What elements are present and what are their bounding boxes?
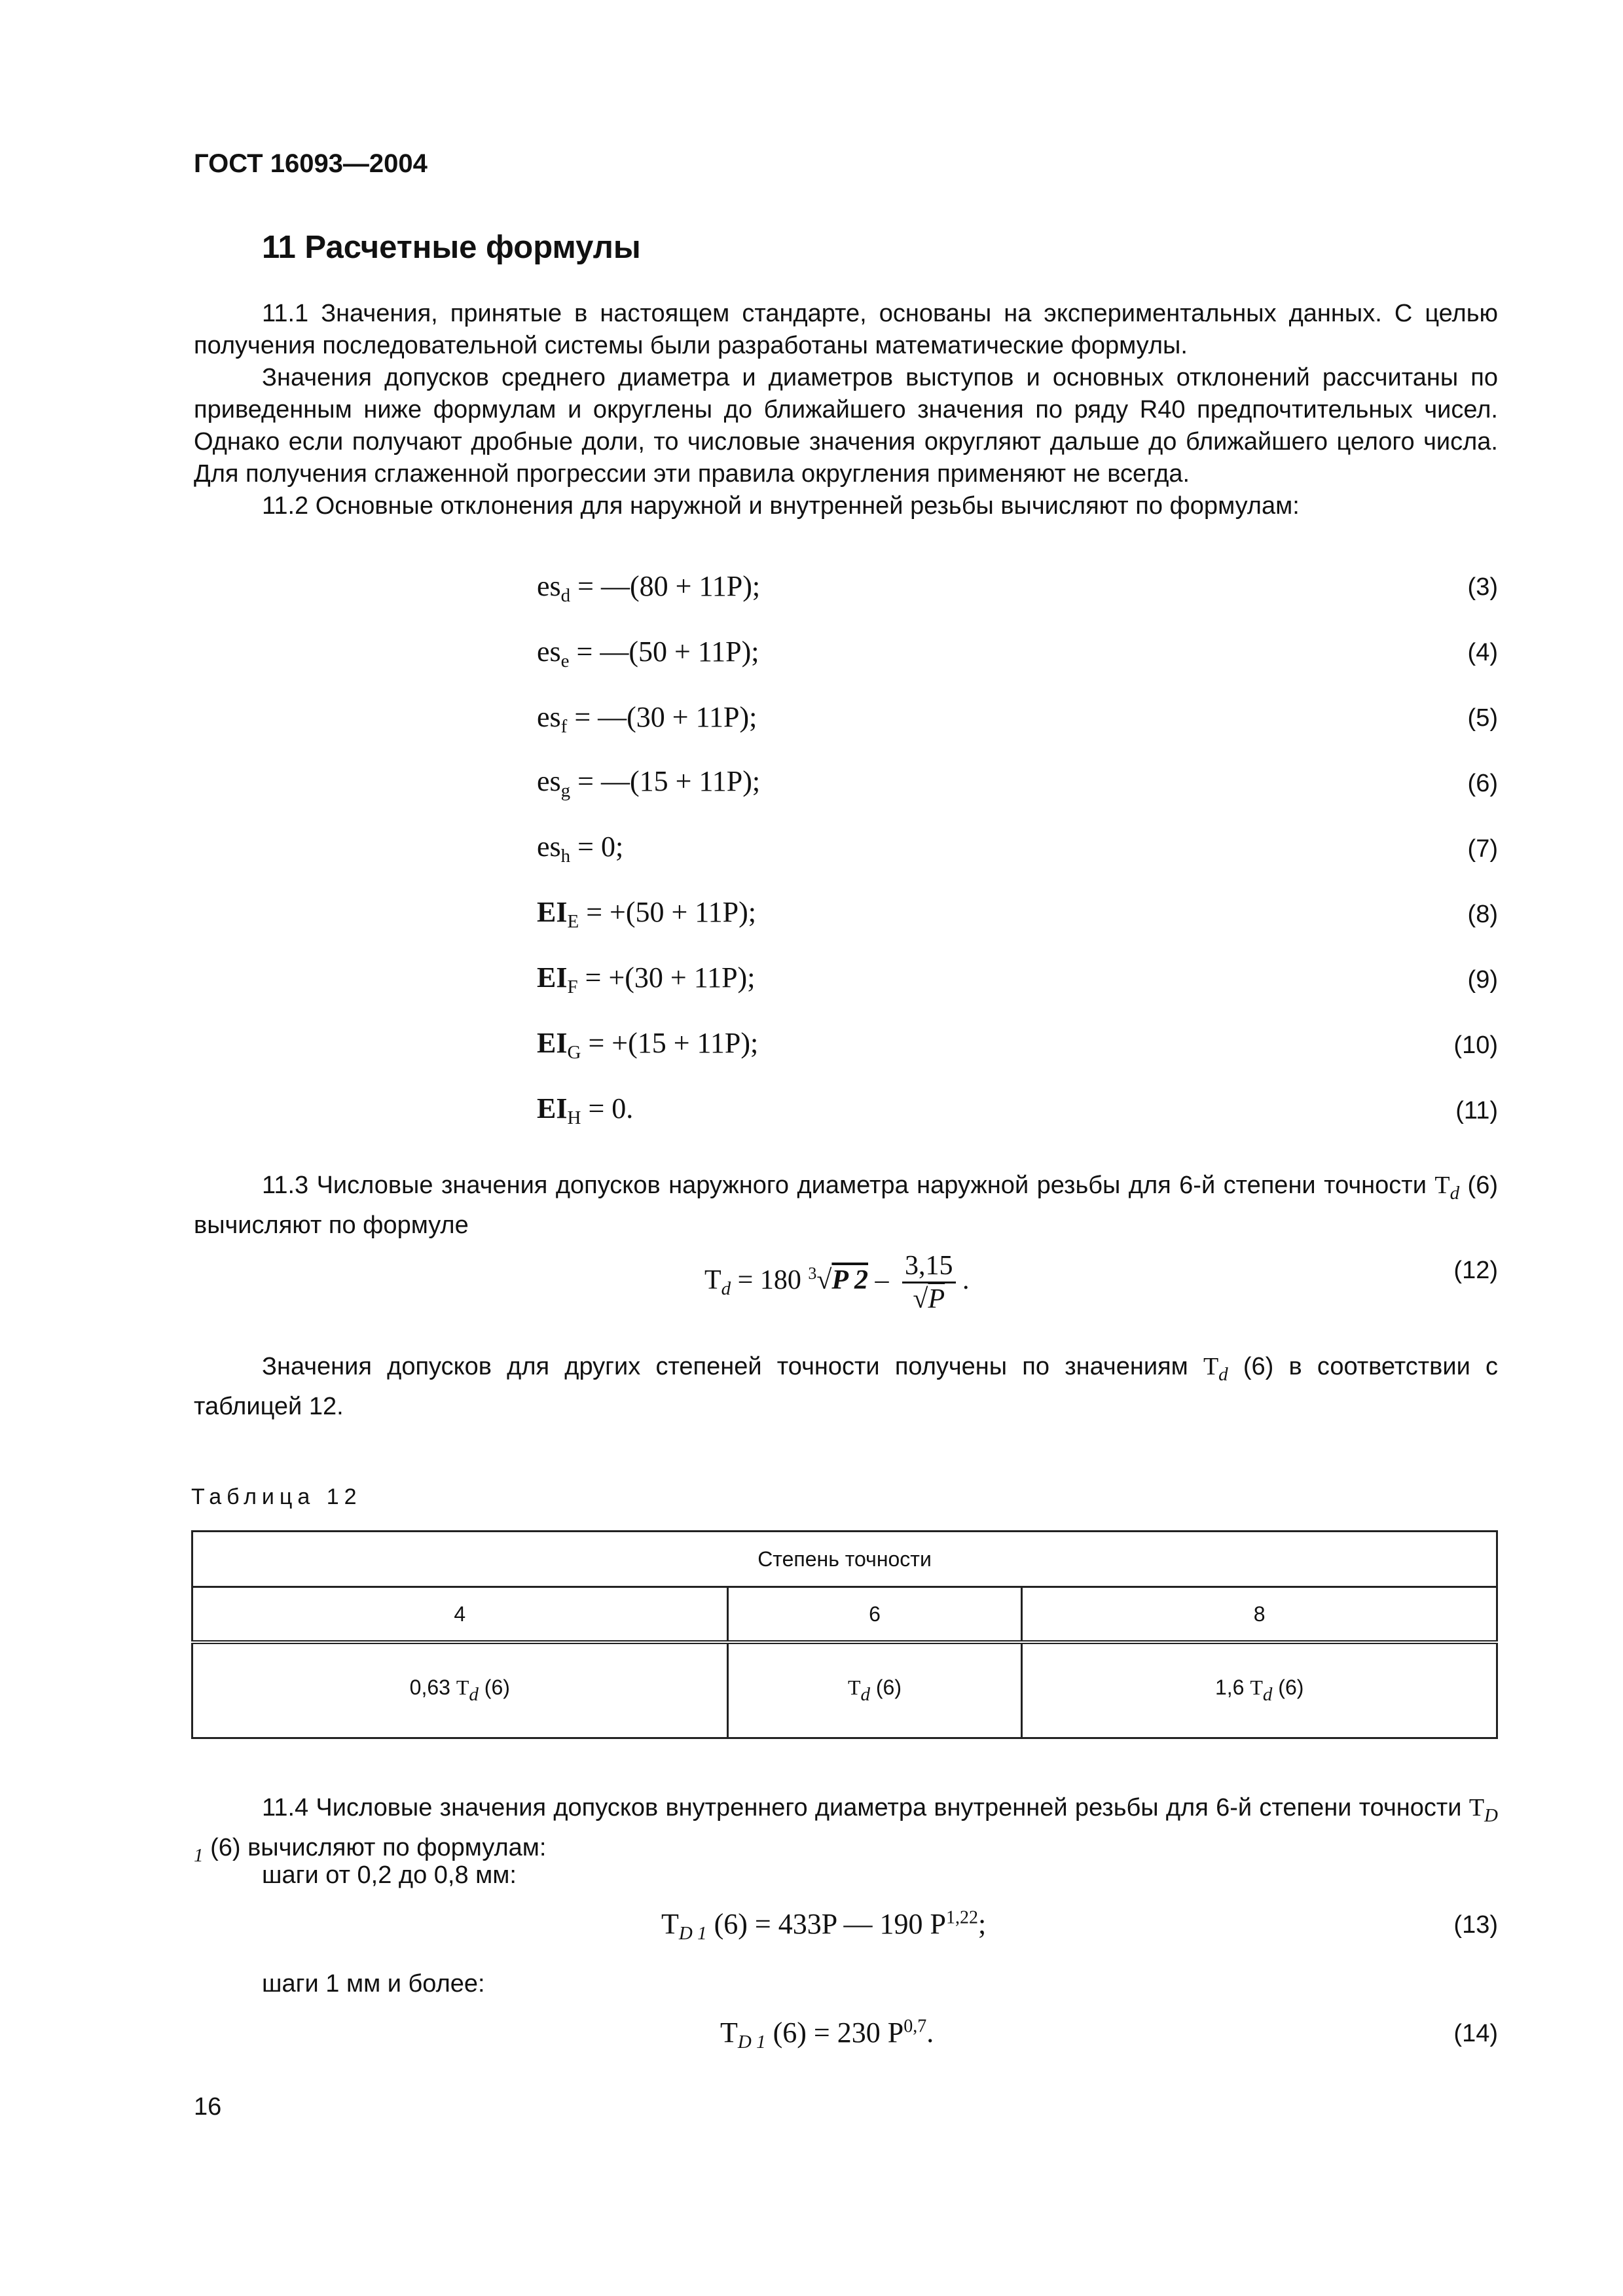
paragraph-11-1-b: Значения допусков среднего диаметра и диаметров выступов и основных отклонений рассчитаны по приведенным ниже формулам и округлены до ближайшего значения по ряду R40 предпочтительных чисел. Однако если получают дробные доли, то числовые значения округляют дальше до ближайшего целого числа. Для получения сглаженной прогрессии эти правила округления применяют не всегда.	[194, 364, 1498, 488]
page-number: 16	[194, 2093, 222, 2121]
table-column-6: 6	[727, 1587, 1022, 1643]
paragraph-11-1: 11.1 Значения, принятые в настоящем стандарте, основаны на экспериментальных данных. С целью получения последовательной системы были разработаны математические формулы.	[194, 300, 1498, 359]
table-cell-8: 1,6 Td (6)	[1022, 1642, 1497, 1738]
formula-3-number: (3)	[1467, 573, 1498, 601]
formula-11-number: (11)	[1455, 1097, 1498, 1124]
formula-6: $es_g$ = —(15 + 11P);	[537, 765, 761, 801]
formula-4-number: (4)	[1467, 639, 1498, 666]
table-column-4: 4	[192, 1587, 728, 1643]
formula-9-number: (9)	[1467, 966, 1498, 994]
formula-8: $EI_E = +(50 + 11P)$;	[537, 896, 757, 932]
document-header: ГОСТ 16093—2004	[194, 149, 428, 178]
formula-12-number: (12)	[1453, 1257, 1498, 1284]
formula-10: $EI_G = +(15 + 11P)$;	[537, 1027, 759, 1063]
formula-10-number: (10)	[1453, 1031, 1498, 1059]
formula-3: $es_d$ = —(80 + 11P);	[537, 570, 761, 606]
formula-5: $es_f$ = —(30 + 11P);	[537, 701, 757, 737]
formula-9: $EI_F = +(30 + 11P)$;	[537, 961, 756, 997]
formula-4: $es_e$ = —(50 + 11P);	[537, 636, 759, 672]
formula-13: $T_{D 1}$ (6) = 433P — 190 P$^{1,22}$;	[661, 1907, 987, 1944]
table-caption: Таблица 12	[191, 1484, 362, 1509]
formula-13-number: (13)	[1453, 1911, 1498, 1939]
table-cell-6: Td (6)	[727, 1642, 1022, 1738]
formula-12: $T_d = 180$ $^3$√P 2 – $\frac{3,15}{√P}$ .	[704, 1251, 970, 1314]
paragraph-11-3: 11.3 Числовые значения допусков наружного диаметра наружной резьбы для 6-й степени точности $T_d$ (6) вычисляют по формуле	[194, 1172, 1498, 1239]
formula-6-number: (6)	[1467, 770, 1498, 797]
formula-7: $es_h = 0$;	[537, 831, 624, 867]
formula-7-number: (7)	[1467, 835, 1498, 863]
table-12	[191, 1530, 1498, 1739]
paragraph-11-2: 11.2 Основные отклонения для наружной и внутренней резьбы вычисляют по формулам:	[262, 492, 1300, 520]
table-cell-4: 0,63 Td (6)	[192, 1642, 728, 1738]
formula-11: $EI_H = 0$.	[537, 1092, 634, 1128]
paragraph-other-accuracy: Значения допусков для других степеней точности получены по значениям $T_d$ (6) в соответствии с таблицей 12.	[194, 1353, 1499, 1420]
steps-large-label: шаги 1 мм и более:	[262, 1970, 485, 1998]
table-header: Степень точности	[192, 1532, 1497, 1587]
section-title: 11 Расчетные формулы	[262, 230, 641, 265]
steps-small-label: шаги от 0,2 до 0,8 мм:	[262, 1861, 517, 1889]
formula-5-number: (5)	[1467, 704, 1498, 732]
formula-14-number: (14)	[1453, 2020, 1498, 2047]
formula-8-number: (8)	[1467, 901, 1498, 928]
paragraph-11-4: 11.4 Числовые значения допусков внутреннего диаметра внутренней резьбы для 6-й степени точности $T_{D 1}$ (6) вычисляют по формулам:	[194, 1794, 1498, 1866]
table-column-8: 8	[1022, 1587, 1497, 1643]
formula-14: $T_{D 1}$ (6) = 230 P$^{0,7}$.	[720, 2016, 934, 2053]
